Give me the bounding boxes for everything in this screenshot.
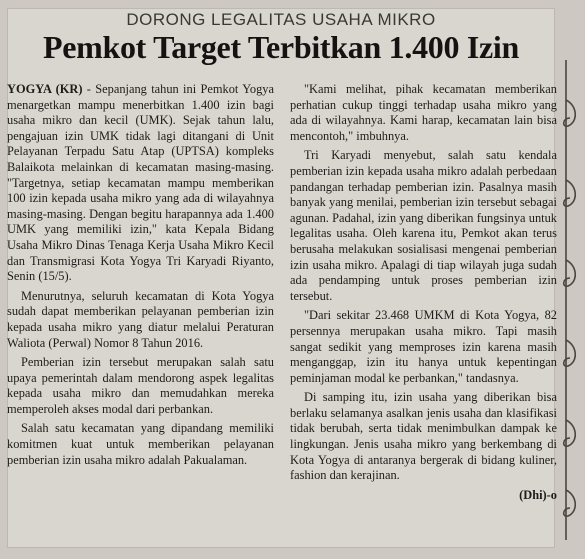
paragraph: Di samping itu, izin usaha yang diberikan bisa berlaku selamanya asalkan jenis usaha dan klasifikasi tidak berubah, serta tidak menimbulkan dampak ke lingkungan. Jenis usaha mikro yang berkembang di Kota Yogya di antaranya bergerak di bidang kuliner, fashion dan kerajinan. [290, 390, 557, 483]
paragraph [7, 82, 274, 285]
byline: (Dhi)-o [519, 487, 557, 502]
right-column [290, 82, 557, 503]
paragraph: Tri Karyadi menyebut, salah satu kendala pemberian izin kepada usaha mikro adalah perbedaan pandangan terhadap pemberian izin. Pasalnya masih banyak yang menilai, pemberian izin tersebut sebagai agunan. Padahal, izin yang diberikan fungsinya untuk legalitas usaha. Oleh karena itu, Pemkot akan terus berusaha melakukan sosialisasi mengenai pemberian izin usaha mikro. Apalagi di tiap wilayah juga sudah ada pendamping untuk proses pemberian izin tersebut. [290, 148, 557, 303]
paragraph-text: - Sepanjang tahun ini Pemkot Yogya menargetkan mampu menerbitkan 1.400 izin bagi usaha mikro dan kecil (UMK). Sejak tahun lalu, pengajuan izin UMK tidak lagi ditangani di Unit Pelayanan Terpadu Satu Atap (UPTSA) kompleks Balaikota melainkan di kecamatan masing-masing. "Targetnya, setiap kecamatan mampu memberikan 100 izin kepada usaha mikro yang ada di wilayahnya masing-masing. Dengan begitu harapannya ada 1.400 UMK yang memiliki izin," kata Kepala Bidang Usaha Mikro Dinas Tenaga Kerja Usaha Mikro Kecil dan Transmigrasi Kota Yogya Tri Karyadi Riyanto, Senin (15/5). [7, 82, 274, 284]
paragraph: "Dari sekitar 23.468 UMKM di Kota Yogya, 82 persennya merupakan usaha mikro. Tapi masih sangat sedikit yang memproses izin karena masih menganggap, izin itu hanya untuk kepentingan peminjaman modal ke perbankan," tandasnya. [290, 308, 557, 385]
headline: Pemkot Target Terbitkan 1.400 Izin [42, 29, 520, 65]
decorative-border-ornament [560, 60, 582, 540]
paragraph: Salah satu kecamatan yang dipandang memiliki komitmen kuat untuk memberikan pelayanan pemberian izin usaha mikro adalah Pakualaman. [7, 421, 274, 467]
kicker: DORONG LEGALITAS USAHA MIKRO [126, 10, 436, 29]
paragraph: Menurutnya, seluruh kecamatan di Kota Yogya sudah dapat memberikan pelayanan pemberian izin kepada usaha mikro yang diatur melalui Peraturan Waliota (Perwal) Nomor 8 Tahun 2016. [7, 288, 274, 350]
paragraph: "Kami melihat, pihak kecamatan memberikan perhatian cukup tinggi terhadap usaha mikro yang ada di wilayahnya. Kami harap, kecamatan lain bisa mencontoh," imbuhnya. [290, 82, 557, 143]
news-clipping [7, 8, 555, 548]
paragraph: Pemberian izin tersebut merupakan salah satu upaya pemerintah dalam mendorong aspek legalitas kepada usaha mikro dan memudahkan mereka memperoleh akses modal dari perbankan. [7, 355, 274, 416]
left-column [7, 82, 274, 472]
dateline: YOGYA (KR) [7, 82, 83, 96]
